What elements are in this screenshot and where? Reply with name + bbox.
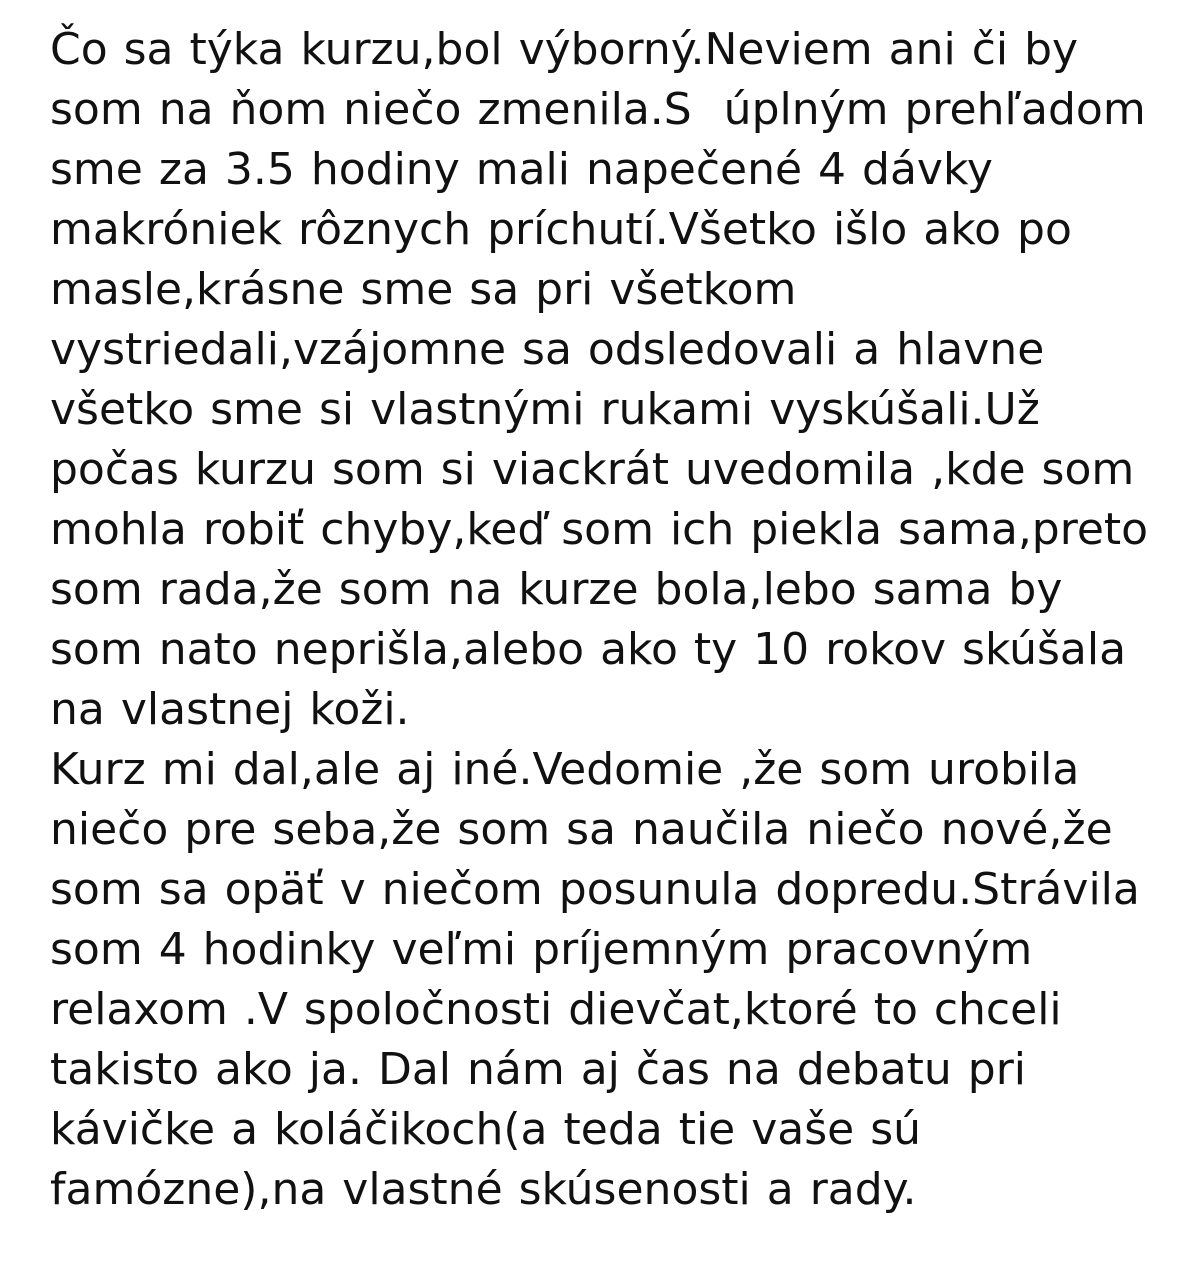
text-line: všetko sme si vlastnými rukami vyskúšali.Už xyxy=(50,384,1040,435)
review-text xyxy=(50,20,1170,1220)
text-line: relaxom .V spoločnosti dievčat,ktoré to chceli xyxy=(50,984,1062,1035)
text-line: som rada,že som na kurze bola,lebo sama by xyxy=(50,564,1063,615)
text-line: som 4 hodinky veľmi príjemným pracovným xyxy=(50,924,1033,975)
text-line: masle,krásne sme sa pri všetkom xyxy=(50,264,797,315)
text-line: na vlastnej koži. xyxy=(50,684,410,735)
text-line: sme za 3.5 hodiny mali napečené 4 dávky xyxy=(50,144,993,195)
text-line: makróniek rôznych príchutí.Všetko išlo ako po xyxy=(50,204,1072,255)
text-line: mohla robiť chyby,keď som ich piekla sama,preto xyxy=(50,504,1149,555)
text-line: vystriedali,vzájomne sa odsledovali a hlavne xyxy=(50,324,1045,375)
text-line: som na ňom niečo zmenila.S úplným prehľadom xyxy=(50,84,1146,135)
text-line: Kurz mi dal,ale aj iné.Vedomie ,že som urobila xyxy=(50,744,1080,795)
text-line: počas kurzu som si viackrát uvedomila ,kde som xyxy=(50,444,1135,495)
text-line: som sa opäť v niečom posunula dopredu.Strávila xyxy=(50,864,1140,915)
text-line: niečo pre seba,že som sa naučila niečo nové,že xyxy=(50,804,1113,855)
text-line: som nato neprišla,alebo ako ty 10 rokov skúšala xyxy=(50,624,1127,675)
text-line: takisto ako ja. Dal nám aj čas na debatu pri xyxy=(50,1044,1027,1095)
text-line: Čo sa týka kurzu,bol výborný.Neviem ani či by xyxy=(50,24,1079,75)
text-line: kávičke a koláčikoch(a teda tie vaše sú xyxy=(50,1104,922,1155)
text-line: famózne),na vlastné skúsenosti a rady. xyxy=(50,1164,917,1215)
